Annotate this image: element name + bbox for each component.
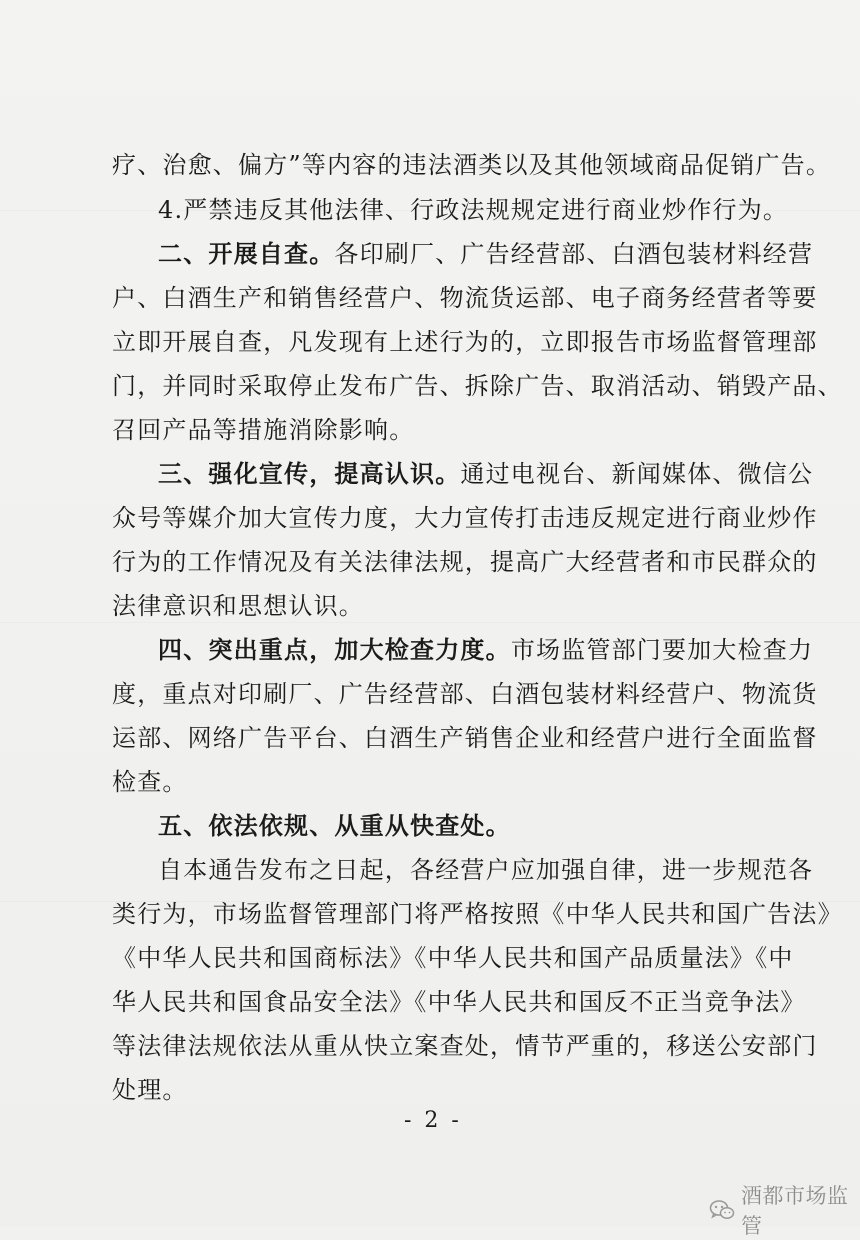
text-line: 召回产品等措施消除影响。: [112, 416, 415, 444]
text-line: 度，重点对印刷厂、广告经营部、白酒包装材料经营户、物流货: [112, 680, 818, 708]
text-line: 行为的工作情况及有关法律法规，提高广大经营者和市民群众的: [112, 548, 818, 576]
scan-line: [0, 622, 860, 623]
watermark-text: 酒都市场监管: [741, 1184, 849, 1238]
page-number: - 2 -: [404, 1108, 462, 1133]
section-heading: 五、依法依规、从重从快查处。: [158, 812, 511, 840]
section-heading: 四、突出重点，加大检查力度。: [158, 636, 511, 664]
wechat-icon: [709, 1199, 735, 1221]
text-run: 各印刷厂、广告经营部、白酒包装材料经营: [334, 240, 814, 268]
text-line: 立即开展自查，凡发现有上述行为的，立即报告市场监督管理部: [112, 328, 818, 356]
text-line: [158, 635, 814, 665]
section-heading: 三、强化宣传，提高认识。: [158, 460, 461, 488]
text-line: [158, 459, 814, 489]
text-line: 等法律法规依法从重从快立案查处，情节严重的，移送公安部门: [112, 1032, 818, 1060]
text-line: 处理。: [112, 1076, 188, 1104]
text-line: 法律意识和思想认识。: [112, 592, 364, 620]
text-line: 运部、网络广告平台、白酒生产销售企业和经营户进行全面监督: [112, 724, 818, 752]
text-run: 市场监管部门要加大检查力: [510, 636, 814, 664]
text-line: 门，并同时采取停止发布广告、拆除广告、取消活动、销毁产品、: [112, 372, 843, 400]
text-line: 类行为，市场监督管理部门将严格按照《中华人民共和国广告法》: [112, 900, 843, 928]
text-line: 自本通告发布之日起，各经营户应加强自律，进一步规范各: [158, 856, 814, 884]
text-line: [158, 239, 814, 269]
text-line: 户、白酒生产和销售经营户、物流货运部、电子商务经营者等要: [112, 284, 818, 312]
section-heading: 二、开展自查。: [158, 240, 335, 268]
text-run: 通过电视台、新闻媒体、微信公: [460, 460, 814, 488]
text-line: 《中华人民共和国商标法》《中华人民共和国产品质量法》《中: [112, 944, 794, 972]
text-line: 华人民共和国食品安全法》《中华人民共和国反不正当竞争法》: [112, 988, 806, 1016]
text-line: 疗、治愈、偏方”等内容的违法酒类以及其他领域商品促销广告。: [112, 151, 832, 179]
text-line: 检查。: [112, 768, 188, 796]
text-line: 众号等媒介加大宣传力度，大力宣传打击违反规定进行商业炒作: [112, 504, 818, 532]
text-line: 4.严禁违反其他法律、行政法规规定进行商业炒作行为。: [158, 196, 789, 224]
watermark: [709, 1180, 860, 1240]
